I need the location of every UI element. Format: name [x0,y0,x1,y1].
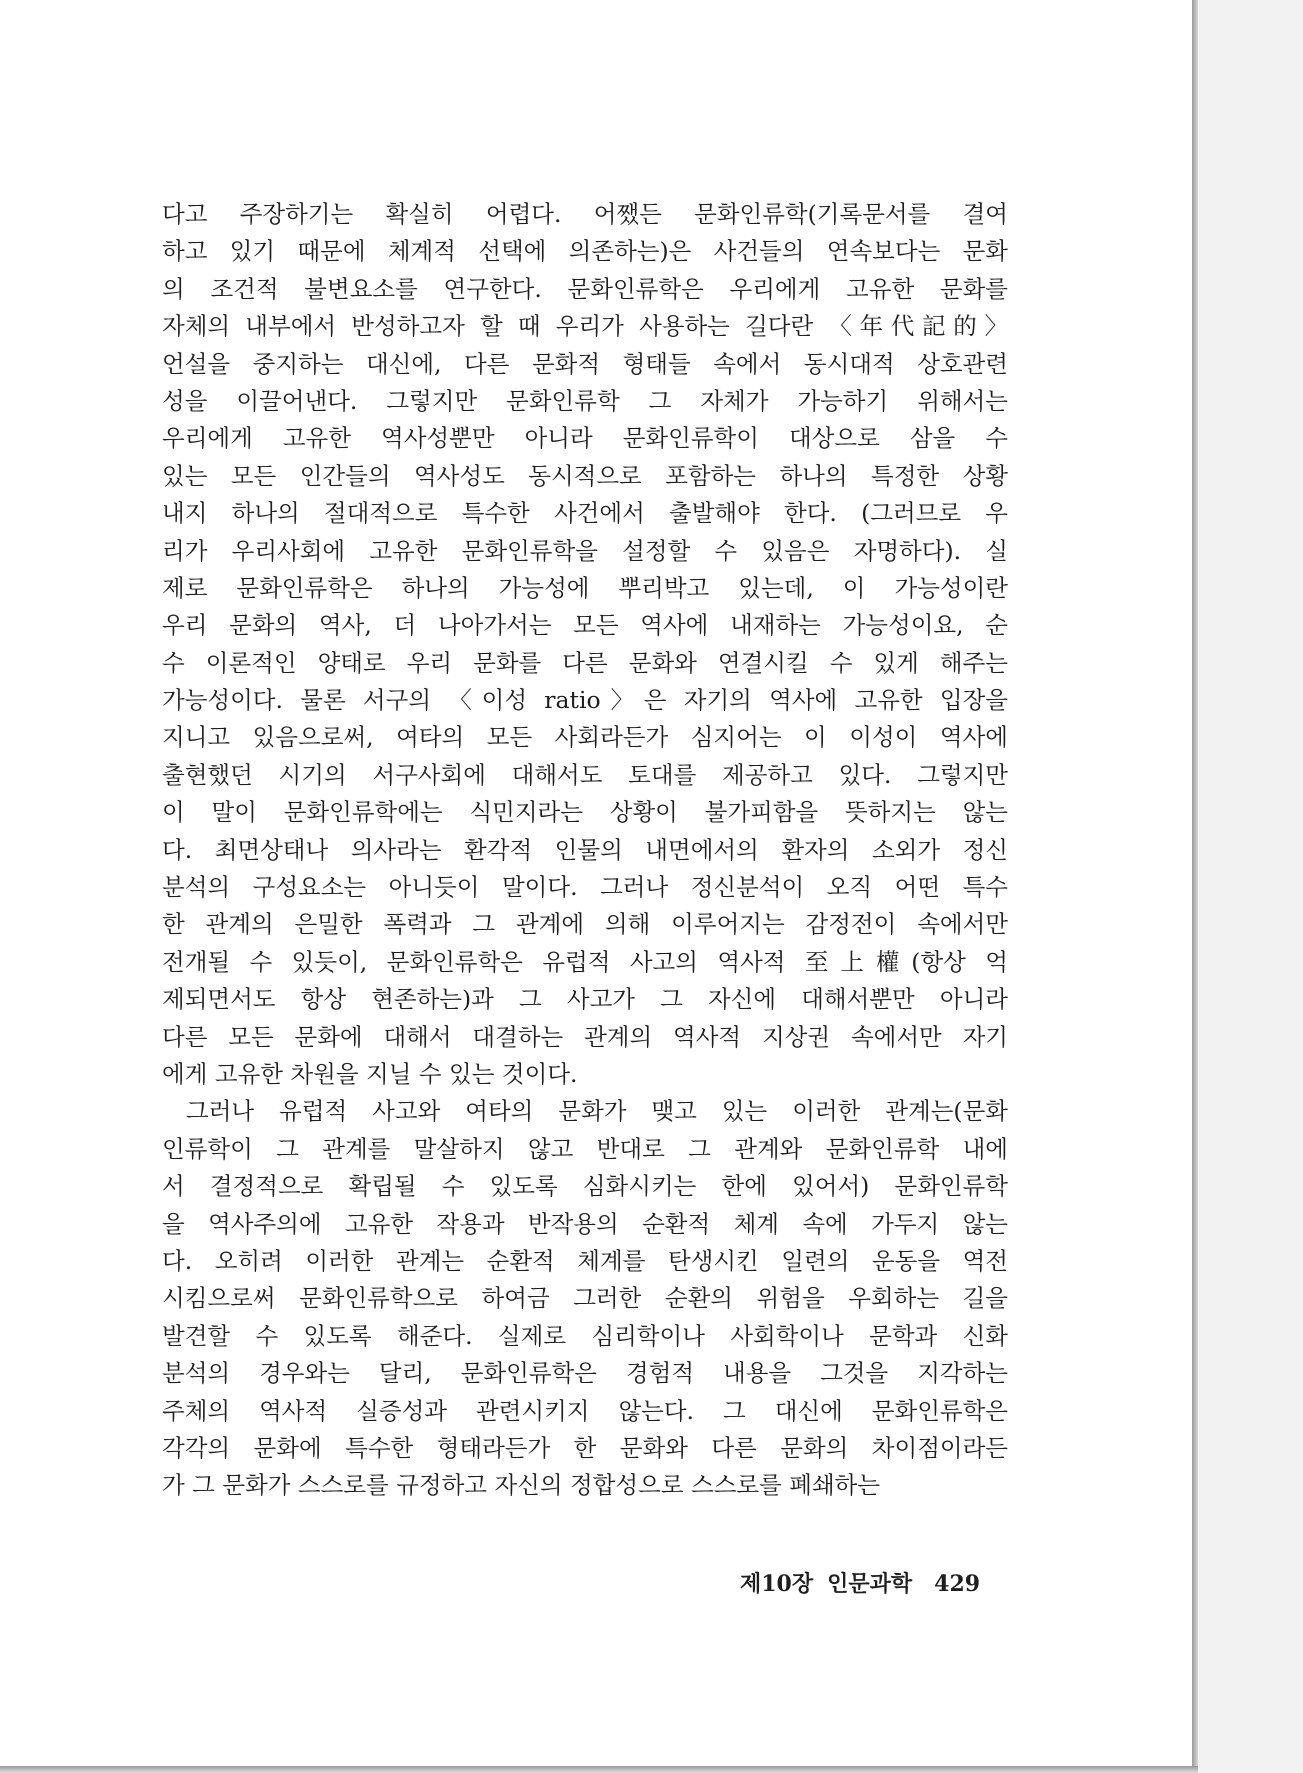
text-line: 가능성이다. 물론 서구의 〈이성 ratio〉은 자기의 역사에 고유한 입장을 [162,686,1008,715]
text-line: 성을 이끌어낸다. 그렇지만 문화인류학 그 자체가 가능하기 위해서는 [162,386,1008,415]
paragraph [162,1093,1008,1504]
text-line: 분석의 구성요소는 아니듯이 말이다. 그러나 정신분석이 오직 어떤 특수 [162,873,1008,902]
text-line: 인류학이 그 관계를 말살하지 않고 반대로 그 관계와 문화인류학 내에 [162,1134,1008,1163]
text-line: 전개될 수 있듯이, 문화인류학은 유럽적 사고의 역사적 至上權(항상 억 [162,947,1008,976]
text-line: 제되면서도 항상 현존하는)과 그 사고가 그 자신에 대해서뿐만 아니라 [162,985,1008,1014]
paragraph [162,196,1008,1093]
page-number: 429 [934,1571,981,1597]
body-text [162,196,1008,1505]
text-line: 언설을 중지하는 대신에, 다른 문화적 형태들 속에서 동시대적 상호관련 [162,349,1008,378]
text-line: 을 역사주의에 고유한 작용과 반작용의 순환적 체계 속에 가두지 않는 [162,1209,1008,1238]
text-line: 분석의 경우와는 달리, 문화인류학은 경험적 내용을 그것을 지각하는 [162,1359,1008,1388]
text-line: 제로 문화인류학은 하나의 가능성에 뿌리박고 있는데, 이 가능성이란 [162,573,1008,602]
text-line: 의 조건적 불변요소를 연구한다. 문화인류학은 우리에게 고유한 문화를 [162,274,1008,303]
text-line: 다. 오히려 이러한 관계는 순환적 체계를 탄생시킨 일련의 운동을 역전 [162,1246,1008,1275]
text-line: 우리에게 고유한 역사성뿐만 아니라 문화인류학이 대상으로 삼을 수 [162,424,1008,453]
text-line: 있는 모든 인간들의 역사성도 동시적으로 포함하는 하나의 특정한 상황 [162,461,1008,490]
text-line: 한 관계의 은밀한 폭력과 그 관계에 의해 이루어지는 감정전이 속에서만 [162,910,1008,939]
text-line: 내지 하나의 절대적으로 특수한 사건에서 출발해야 한다. (그러므로 우 [162,499,1008,528]
text-line: 자체의 내부에서 반성하고자 할 때 우리가 사용하는 길다란 〈年代記的〉 [162,312,1008,341]
text-line: 우리 문화의 역사, 더 나아가서는 모든 역사에 내재하는 가능성이요, 순 [162,611,1008,640]
text-line: 주체의 역사적 실증성과 관련시키지 않는다. 그 대신에 문화인류학은 [162,1396,1008,1425]
text-line: 다. 최면상태나 의사라는 환각적 인물의 내면에서의 환자의 소외가 정신 [162,835,1008,864]
text-line: 그러나 유럽적 사고와 여타의 문화가 맺고 있는 이러한 관계는(문화 [186,1097,1008,1126]
text-line: 이 말이 문화인류학에는 식민지라는 상황이 불가피함을 뜻하지는 않는 [162,798,1008,827]
text-line: 하고 있기 때문에 체계적 선택에 의존하는)은 사건들의 연속보다는 문화 [162,237,1008,266]
text-line: 시킴으로써 문화인류학으로 하여금 그러한 순환의 위험을 우회하는 길을 [162,1284,1008,1313]
text-line: 다른 모든 문화에 대해서 대결하는 관계의 역사적 지상권 속에서만 자기 [162,1022,1008,1051]
chapter-label: 제10장 [740,1571,814,1597]
viewer-background [1198,0,1303,1773]
chapter-title: 인문과학 [827,1571,913,1597]
text-line: 다고 주장하기는 확실히 어렵다. 어쨌든 문화인류학(기록문서를 결여 [162,200,1008,228]
text-line: 서 결정적으로 확립될 수 있도록 심화시키는 한에 있어서) 문화인류학 [162,1172,1008,1201]
page-bottom-shadow [0,1766,1198,1773]
running-footer [740,1566,980,1602]
text-line: 발견할 수 있도록 해준다. 실제로 심리학이나 사회학이나 문학과 신화 [162,1321,1008,1350]
text-line: 출현했던 시기의 서구사회에 대해서도 토대를 제공하고 있다. 그렇지만 [162,760,1008,789]
text-line: 가 그 문화가 스스로를 규정하고 자신의 정합성으로 스스로를 폐쇄하는 [162,1471,881,1500]
text-line: 지니고 있음으로써, 여타의 모든 사회라든가 심지어는 이 이성이 역사에 [162,723,1008,752]
text-line: 에게 고유한 차원을 지닐 수 있는 것이다. [162,1059,578,1088]
text-line: 리가 우리사회에 고유한 문화인류학을 설정할 수 있음은 자명하다). 실 [162,536,1008,565]
text-line: 수 이론적인 양태로 우리 문화를 다른 문화와 연결시킬 수 있게 해주는 [162,648,1008,677]
text-line: 각각의 문화에 특수한 형태라든가 한 문화와 다른 문화의 차이점이라든 [162,1433,1008,1462]
